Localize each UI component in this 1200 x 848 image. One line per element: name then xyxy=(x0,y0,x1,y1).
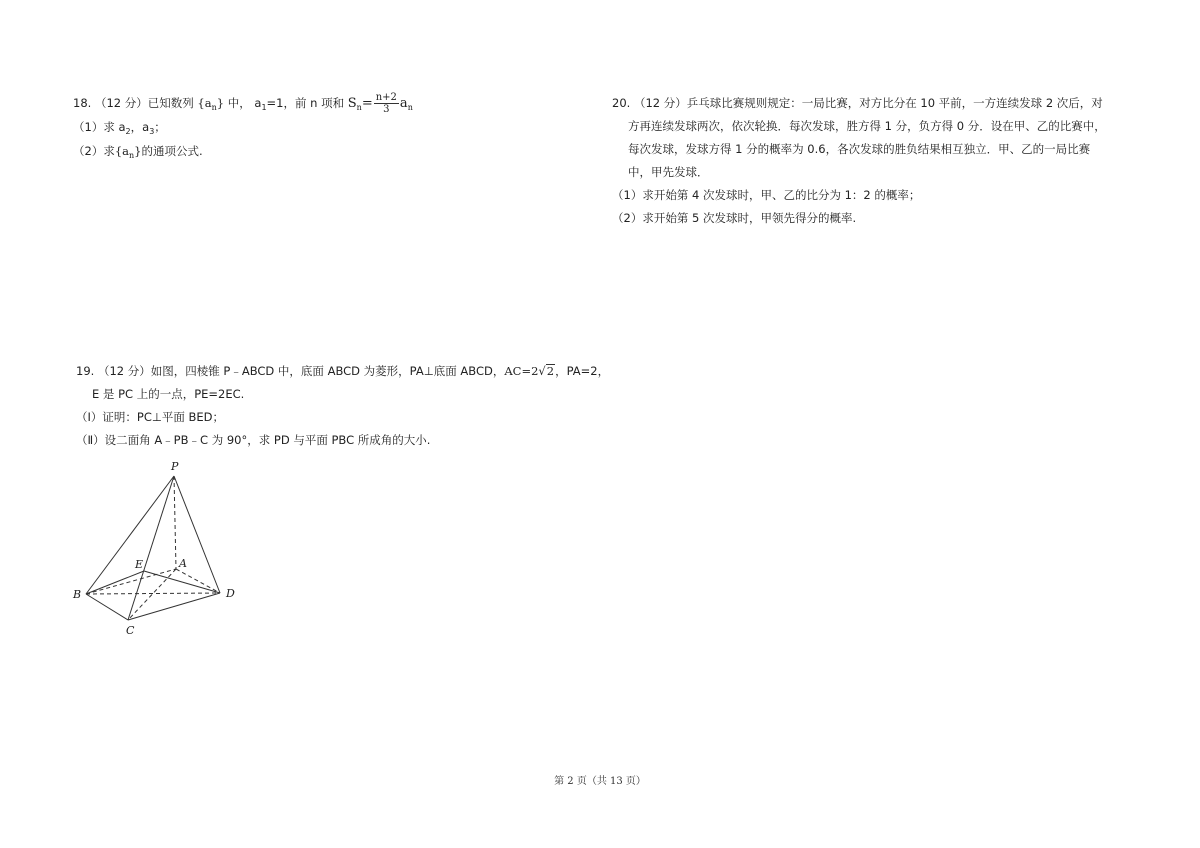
q18-part2: （2）求$\{a_n\}$的通项公式. xyxy=(73,144,203,160)
edge-bd-dashed xyxy=(86,593,220,594)
label-p: P xyxy=(171,460,179,473)
question-19 xyxy=(76,360,609,452)
page-footer: 第 2 页（共 13 页） xyxy=(554,776,646,787)
edge-cd xyxy=(128,593,220,620)
q19-stem-line1: 19. （12 分）如图，四棱锥 P﹣ABCD 中，底面 ABCD 为菱形，PA⊥底面 ABCD，AC=2√2，PA=2， xyxy=(76,364,610,378)
q20-part2: （2）求开始第 5 次发球时，甲领先得分的概率. xyxy=(612,211,857,225)
q18-formula: $S_n=$ $\frac{n+2}{3}$ $a_n$ xyxy=(347,92,413,115)
q19-part1: （Ⅰ）证明：PC⊥平面 BED； xyxy=(76,410,225,424)
edge-pa-dashed xyxy=(174,476,176,569)
q20-stem-line2: 方再连续发球两次，依次轮换．每次发球，胜方得 1 分，负方得 0 分．设在甲、乙的比赛中， xyxy=(628,119,1106,133)
edge-pd xyxy=(174,476,220,593)
edge-ad-dashed xyxy=(176,569,220,593)
label-b: B xyxy=(73,588,82,601)
q20-stem-line3: 每次发球，发球方得 1 分的概率为 0.6，各次发球的胜负结果相互独立．甲、乙的一局比赛 xyxy=(628,142,1091,156)
q18-stem xyxy=(73,92,413,116)
q18-a1: $a_1$ xyxy=(254,96,267,112)
edge-bc xyxy=(86,594,128,620)
q20-part1: （1）求开始第 4 次发球时，甲、乙的比分为 1：2 的概率； xyxy=(612,188,921,202)
q18-part1: （1）求 $a_2$，$a_3$； xyxy=(73,120,166,136)
question-18 xyxy=(73,92,413,164)
pyramid-figure xyxy=(70,458,250,643)
q18-fraction: $\frac{n+2}{3}$ xyxy=(375,92,397,115)
q19-stem-line2: E 是 PC 上的一点，PE=2EC. xyxy=(92,387,245,401)
q18-number: 18. xyxy=(73,96,92,110)
q19-ac-value: AC=2√2 xyxy=(504,364,555,378)
q19-part2: （Ⅱ）设二面角 A﹣PB﹣C 为 90°，求 PD 与平面 PBC 所成角的大小. xyxy=(76,433,431,447)
q18-a1-value: =1，前 n 项和 xyxy=(266,96,345,110)
edge-ac-dashed xyxy=(128,569,176,620)
q18-seq: $\{a_n\}$ xyxy=(197,96,225,112)
q20-stem-line4: 中，甲先发球． xyxy=(628,165,709,179)
q20-stem-line1: 20. （12 分）乒乓球比赛规则规定：一局比赛，对方比分在 10 平前，一方连续发球 2 次后，对 xyxy=(612,96,1103,110)
q18-intro: （12 分）已知数列 xyxy=(94,96,194,110)
label-c: C xyxy=(126,624,135,637)
edge-pc xyxy=(128,476,174,620)
edge-ba-dashed xyxy=(86,569,176,594)
label-a: A xyxy=(179,557,187,570)
q18-mid: 中， xyxy=(227,96,251,110)
question-20 xyxy=(612,92,1106,230)
label-d: D xyxy=(226,587,235,600)
label-e: E xyxy=(135,558,144,571)
